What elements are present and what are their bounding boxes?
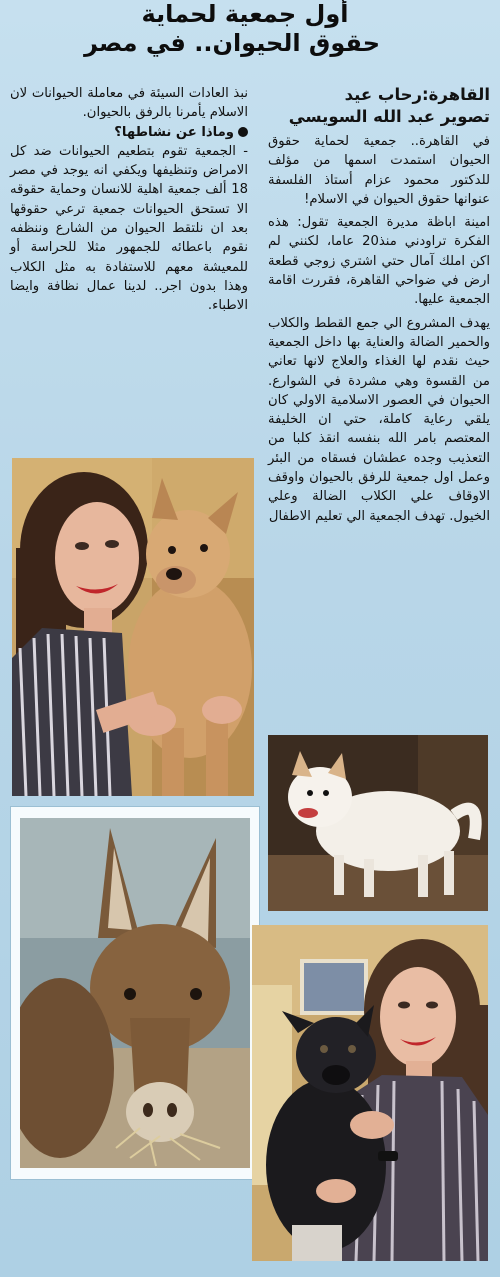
woman-with-tan-dog-photo	[12, 458, 254, 796]
woman-with-black-dog-photo	[252, 925, 488, 1261]
byline-photographer: تصوير عبد الله السويسي	[288, 107, 490, 126]
question-text: وماذا عن نشاطها؟	[114, 124, 234, 140]
paragraph-intro: في القاهرة.. جمعية لحماية حقوق الحيوان استمدت اسمها من مؤلف للدكتور محمود عزام أستاذ الفلسفة عنوانها حقوق الحيوان في الاسلام!	[268, 134, 490, 207]
paragraph-project-goals: يهدف المشروع الي جمع القطط والكلاب والحمير الضالة والعناية بها داخل الجمعية حيث نقدم لها الغذاء والعلاج لانها تعاني من القسوة وهي مشردة في الشوارع. الحيوان في العصور الاسلامية الاولي كان يلقي رعاية كاملة، حتي ان الخليفة المعتصم بامر الله بنفسه انقذ كلبا من التعذيب وجده عطشان فسقاه من البئر وعمل اول جمعية للرفق بالحيوان واوقف الاوقاف علي الكلاب الضالة وعلي الخيول. تهدف الجمعية الي تعليم الاطفال	[268, 315, 490, 524]
headline-line-1: أول جمعية لحماية	[141, 0, 349, 28]
question-heading	[10, 123, 248, 142]
bullet-icon	[238, 127, 248, 137]
byline-reporter: القاهرة:رحاب عيد	[344, 85, 490, 104]
right-text-column	[268, 84, 490, 526]
paragraph-activities: - الجمعية تقوم بتطعيم الحيوانات ضد كل الامراض وتنظيفها ويكفي انه يوجد في مصر 18 ألف جمعية اهلية للانسان وحماية حقوقه الا تستحق الحيوانات جمعية ترعي حقوقها بعد ان نلتقط الحيوان من الشارع وننظفه نقوم باعطائه للجمهور مثلا للحراسة أو للمعيشة معهم للاستفادة به مثل الكلاب وهذا بدون اجر.. لدينا عمال نظافة وايضا الاطباء.	[10, 143, 248, 314]
paragraph-director-quote: امينة اباظة مديرة الجمعية تقول: هذه الفكرة تراودني منذ20 عاما، لكنني لم اكن املك آمال حتي اشتري زوجي قطعة ارض في ضواحي القاهرة، فقررت اقامة الجمعية عليها.	[268, 215, 490, 308]
headline-line-2: حقوق الحيوان.. في مصر	[84, 29, 380, 57]
headline	[84, 0, 380, 62]
donkey-photo	[20, 818, 250, 1168]
white-dog-photo	[268, 735, 488, 911]
left-text-column	[10, 84, 248, 316]
paragraph-continuation: نبذ العادات السيئة في معاملة الحيوانات لان الاسلام يأمرنا بالرفق بالحيوان.	[10, 86, 248, 121]
